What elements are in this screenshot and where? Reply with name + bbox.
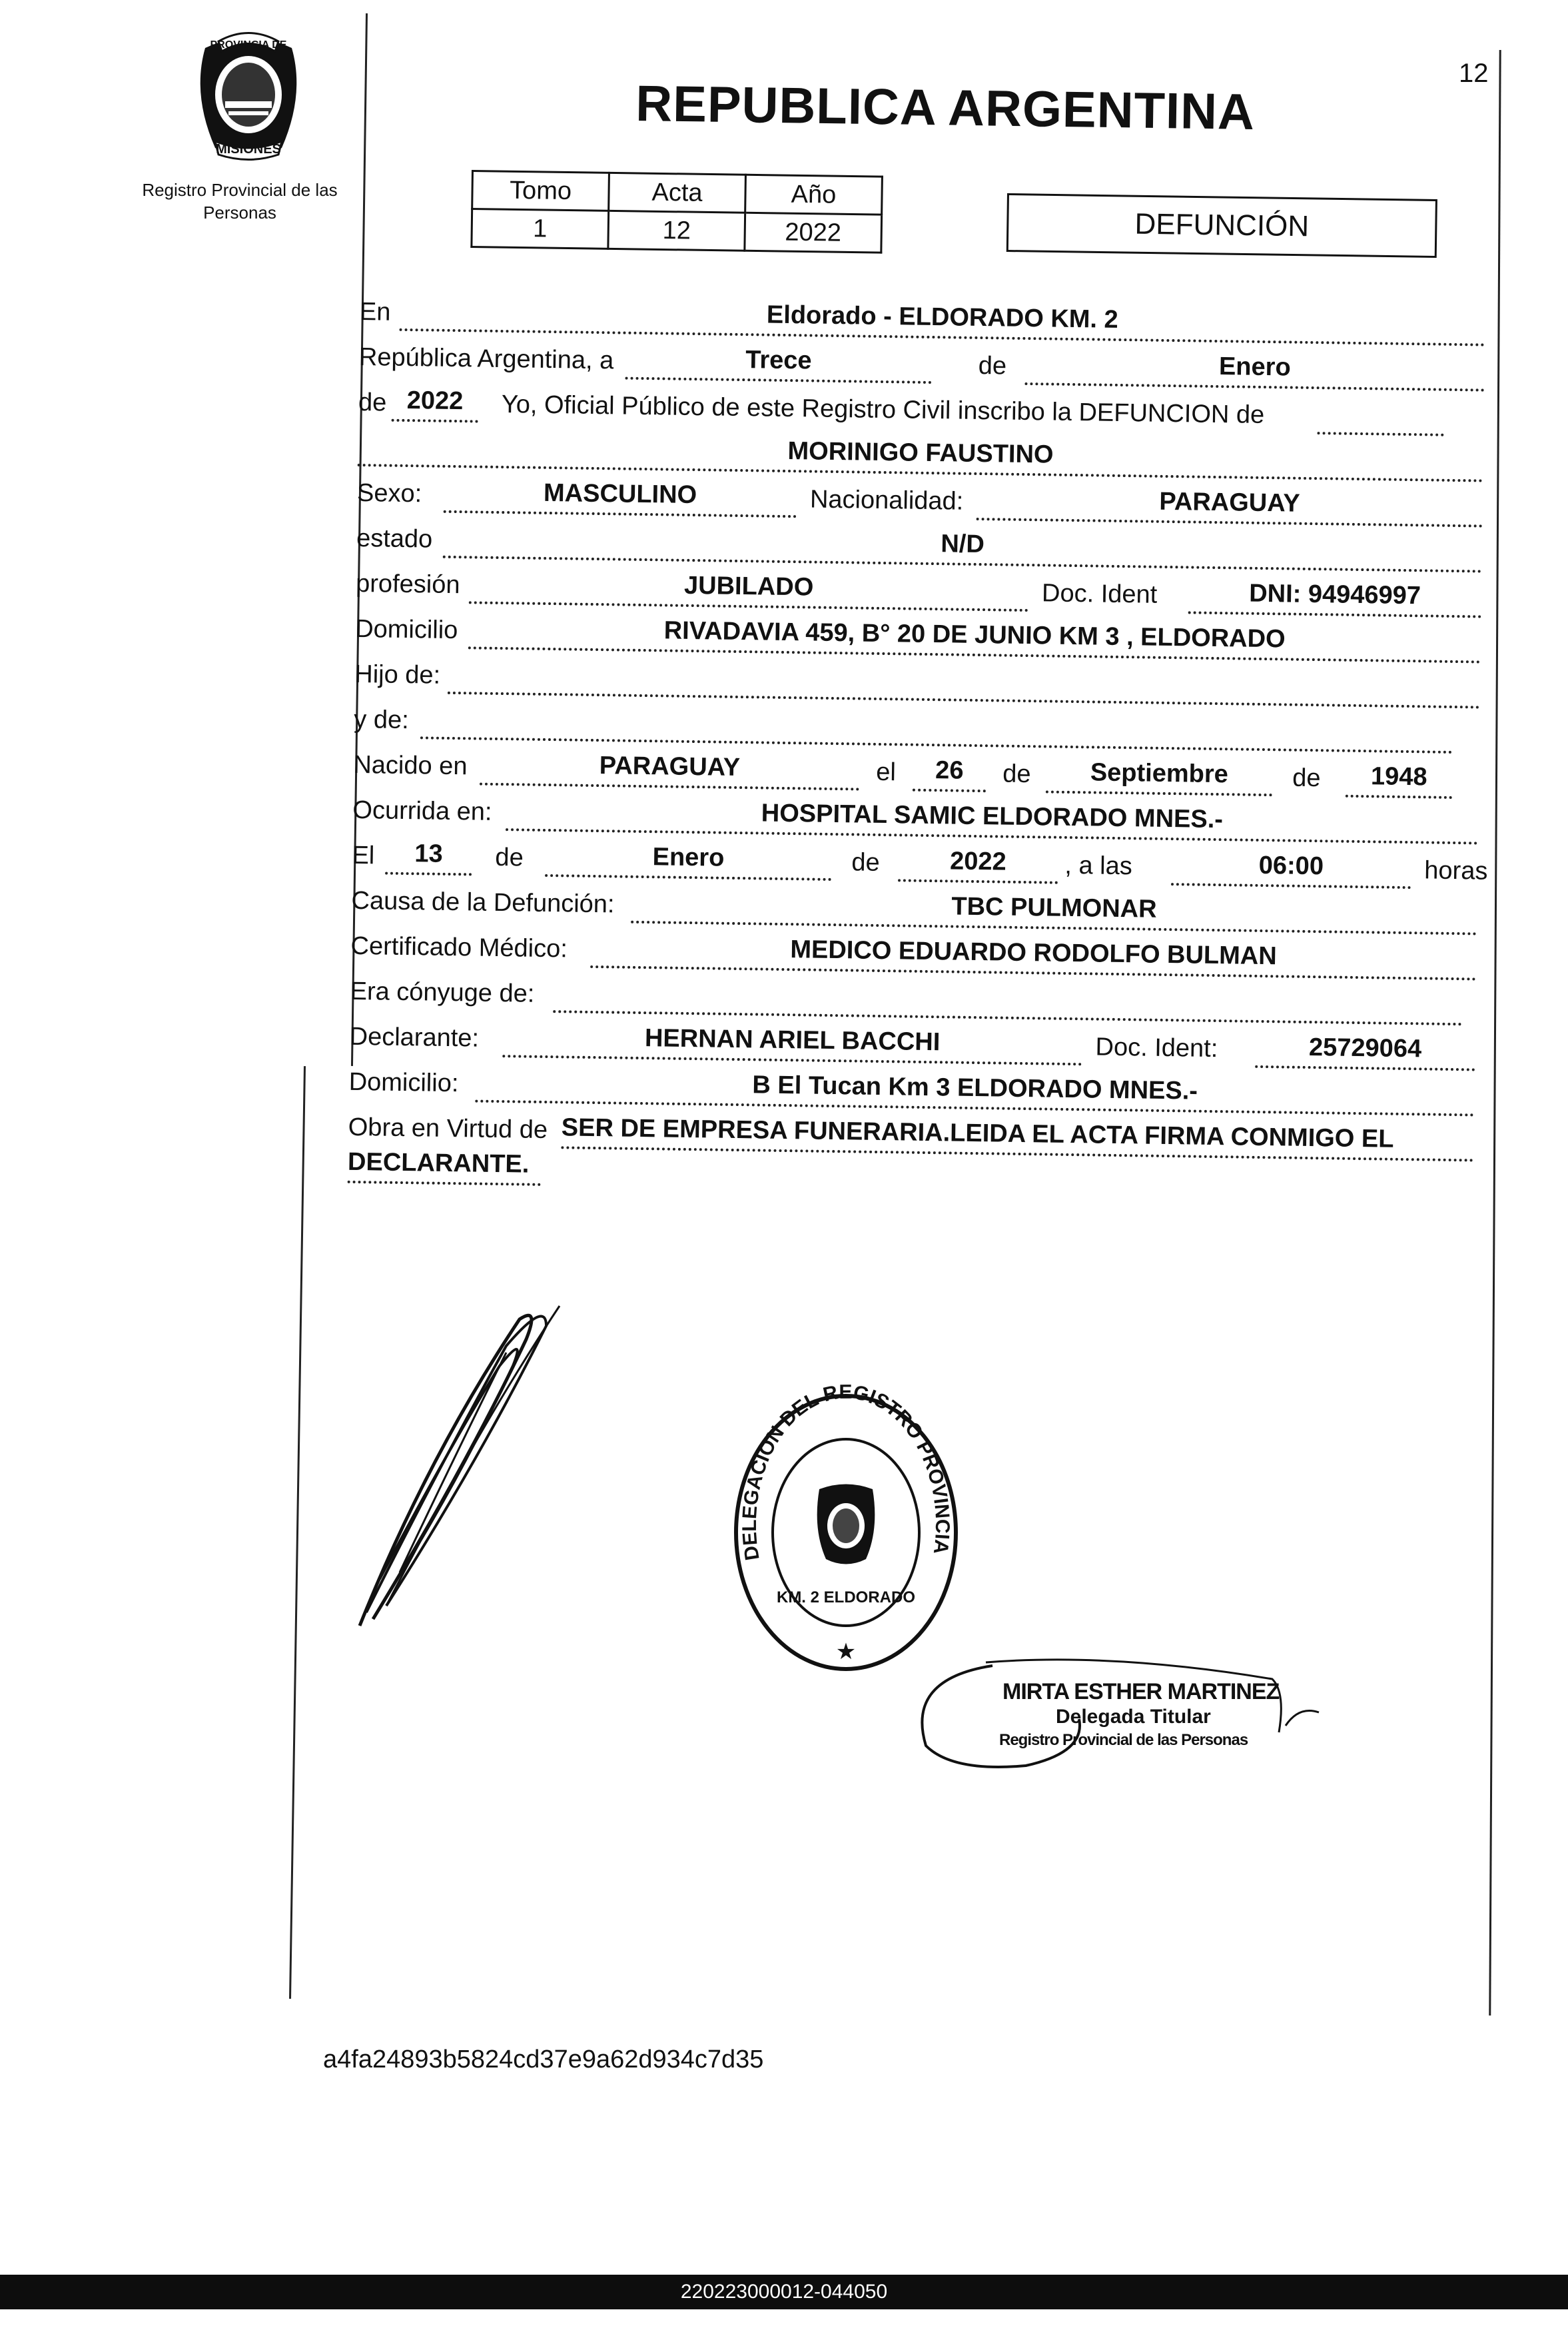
registry-label: Registro Provincial de las Personas xyxy=(142,180,338,223)
record-header-ano: Año xyxy=(745,175,883,215)
star-icon: ★ xyxy=(835,1638,857,1665)
value-birth-day: 26 xyxy=(935,756,964,785)
field-death-month xyxy=(545,837,832,881)
label-domicilio-2: Domicilio: xyxy=(348,1067,459,1098)
label-certificado: Certificado Médico: xyxy=(350,931,568,963)
value-marital-status: N/D xyxy=(941,530,985,559)
value-born-in: PARAGUAY xyxy=(599,752,741,782)
record-value-acta: 12 xyxy=(608,211,745,251)
field-by-virtue-2 xyxy=(348,1143,542,1186)
seal-ring-text: DELEGACION DEL REGISTRO PROVINCIA xyxy=(738,1381,954,1562)
value-place: Eldorado - ELDORADO KM. 2 xyxy=(766,300,1119,334)
field-year xyxy=(392,382,479,423)
label-doc-ident: Doc. Ident xyxy=(1041,579,1158,609)
label-de-2: de xyxy=(358,388,387,417)
record-header-acta: Acta xyxy=(609,173,746,213)
label-nacido-en: Nacido en xyxy=(353,750,468,781)
field-month xyxy=(1024,345,1485,392)
declarant-signature xyxy=(346,1293,573,1639)
value-sex: MASCULINO xyxy=(543,478,697,510)
label-de-5: de xyxy=(495,843,524,872)
value-month: Enero xyxy=(1218,352,1291,382)
field-nationality xyxy=(977,480,1483,528)
value-birth-year: 1948 xyxy=(1370,762,1427,792)
official-name: MIRTA ESTHER MARTINEZ xyxy=(1002,1679,1280,1704)
logo-text-top: PROVINCIA DE xyxy=(210,39,287,51)
value-occurred-at: HOSPITAL SAMIC ELDORADO MNES.- xyxy=(761,799,1224,834)
label-nacionalidad: Nacionalidad: xyxy=(809,485,964,516)
label-republica: República Argentina, a xyxy=(358,342,614,375)
label-yo-oficial: Yo, Oficial Público de este Registro Civil inscribo la DEFUNCION de xyxy=(501,390,1265,429)
field-death-year xyxy=(898,842,1058,883)
value-cause: TBC PULMONAR xyxy=(951,892,1157,923)
record-header-tomo: Tomo xyxy=(472,171,609,211)
field-official-tail xyxy=(1317,394,1444,436)
label-obra: Obra en Virtud de xyxy=(348,1113,548,1145)
label-conyuge: Era cónyuge de: xyxy=(350,977,535,1008)
official-office: Registro Provincial de las Personas xyxy=(999,1731,1248,1749)
label-ocurrida-en: Ocurrida en: xyxy=(352,796,492,826)
value-birth-month: Septiembre xyxy=(1090,758,1229,789)
label-a-las: , a las xyxy=(1064,851,1133,881)
value-profession: JUBILADO xyxy=(683,571,814,602)
field-birth-year xyxy=(1346,758,1453,799)
label-de-4: de xyxy=(1292,764,1321,793)
label-el: el xyxy=(876,758,897,787)
document-type: DEFUNCIÓN xyxy=(1006,193,1437,258)
field-birth-day xyxy=(913,752,986,793)
label-causa: Causa de la Defunción: xyxy=(351,886,615,919)
page-number: 12 xyxy=(1459,59,1489,88)
label-en: En xyxy=(359,298,391,326)
value-doc-ident: DNI: 94946997 xyxy=(1248,579,1421,610)
official-role: Delegada Titular xyxy=(1056,1706,1211,1728)
value-medical-cert: MEDICO EDUARDO RODOLFO BULMAN xyxy=(790,935,1278,971)
value-by-virtue-2: DECLARANTE. xyxy=(347,1147,530,1179)
label-de-6: de xyxy=(851,848,880,877)
value-death-day: 13 xyxy=(414,840,443,868)
value-declarant: HERNAN ARIEL BACCHI xyxy=(644,1024,941,1057)
field-born-in xyxy=(480,746,860,791)
field-birth-month xyxy=(1046,753,1273,796)
field-profession xyxy=(469,564,1029,612)
official-stamp xyxy=(913,1652,1326,1786)
value-declarant-doc: 25729064 xyxy=(1308,1033,1422,1063)
label-estado: estado xyxy=(356,524,433,554)
document-hash: a4fa24893b5824cd37e9a62d934c7d35 xyxy=(323,2045,764,2073)
value-address: RIVADAVIA 459, B° 20 DE JUNIO KM 3 , ELDORADO xyxy=(663,616,1286,654)
label-horas: horas xyxy=(1424,856,1488,885)
field-death-time xyxy=(1171,846,1411,889)
field-declarant-doc xyxy=(1255,1028,1475,1071)
value-death-time: 06:00 xyxy=(1258,851,1324,881)
value-declarant-address: B El Tucan Km 3 ELDORADO MNES.- xyxy=(752,1071,1198,1105)
record-value-tomo: 1 xyxy=(472,209,609,249)
label-profesion: profesión xyxy=(355,569,460,600)
value-day-word: Trece xyxy=(745,346,812,375)
value-year: 2022 xyxy=(406,386,464,416)
label-declarante: Declarante: xyxy=(349,1022,480,1053)
value-death-year: 2022 xyxy=(949,847,1007,876)
value-death-month: Enero xyxy=(652,843,725,872)
label-de-3: de xyxy=(1002,760,1031,789)
record-value-ano: 2022 xyxy=(745,213,882,253)
value-deceased-name: MORINIGO FAUSTINO xyxy=(787,436,1054,469)
label-sexo: Sexo: xyxy=(356,478,422,508)
value-by-virtue-1: SER DE EMPRESA FUNERARIA.LEIDA EL ACTA FIRMA CONMIGO EL xyxy=(561,1113,1394,1153)
label-el-cap: El xyxy=(352,841,375,870)
seal-inner-text: KM. 2 ELDORADO xyxy=(776,1588,916,1606)
field-sex xyxy=(444,473,797,518)
field-death-day xyxy=(385,835,472,876)
label-doc-ident-2: Doc. Ident: xyxy=(1095,1033,1218,1063)
page-title: REPUBLICA ARGENTINA xyxy=(635,75,1256,141)
field-day xyxy=(625,340,933,384)
registry-seal xyxy=(726,1373,966,1679)
label-y-de: y de: xyxy=(354,705,410,735)
value-nationality: PARAGUAY xyxy=(1159,487,1300,518)
logo-text-bottom: MISIONES xyxy=(216,142,281,157)
footer-id-bar: 220223000012-044050 xyxy=(0,2275,1568,2309)
label-de-1: de xyxy=(978,351,1007,380)
field-declarant xyxy=(502,1017,1082,1065)
label-hijo-de: Hijo de: xyxy=(354,660,441,690)
label-domicilio: Domicilio xyxy=(354,614,458,645)
field-doc-ident xyxy=(1188,574,1482,618)
